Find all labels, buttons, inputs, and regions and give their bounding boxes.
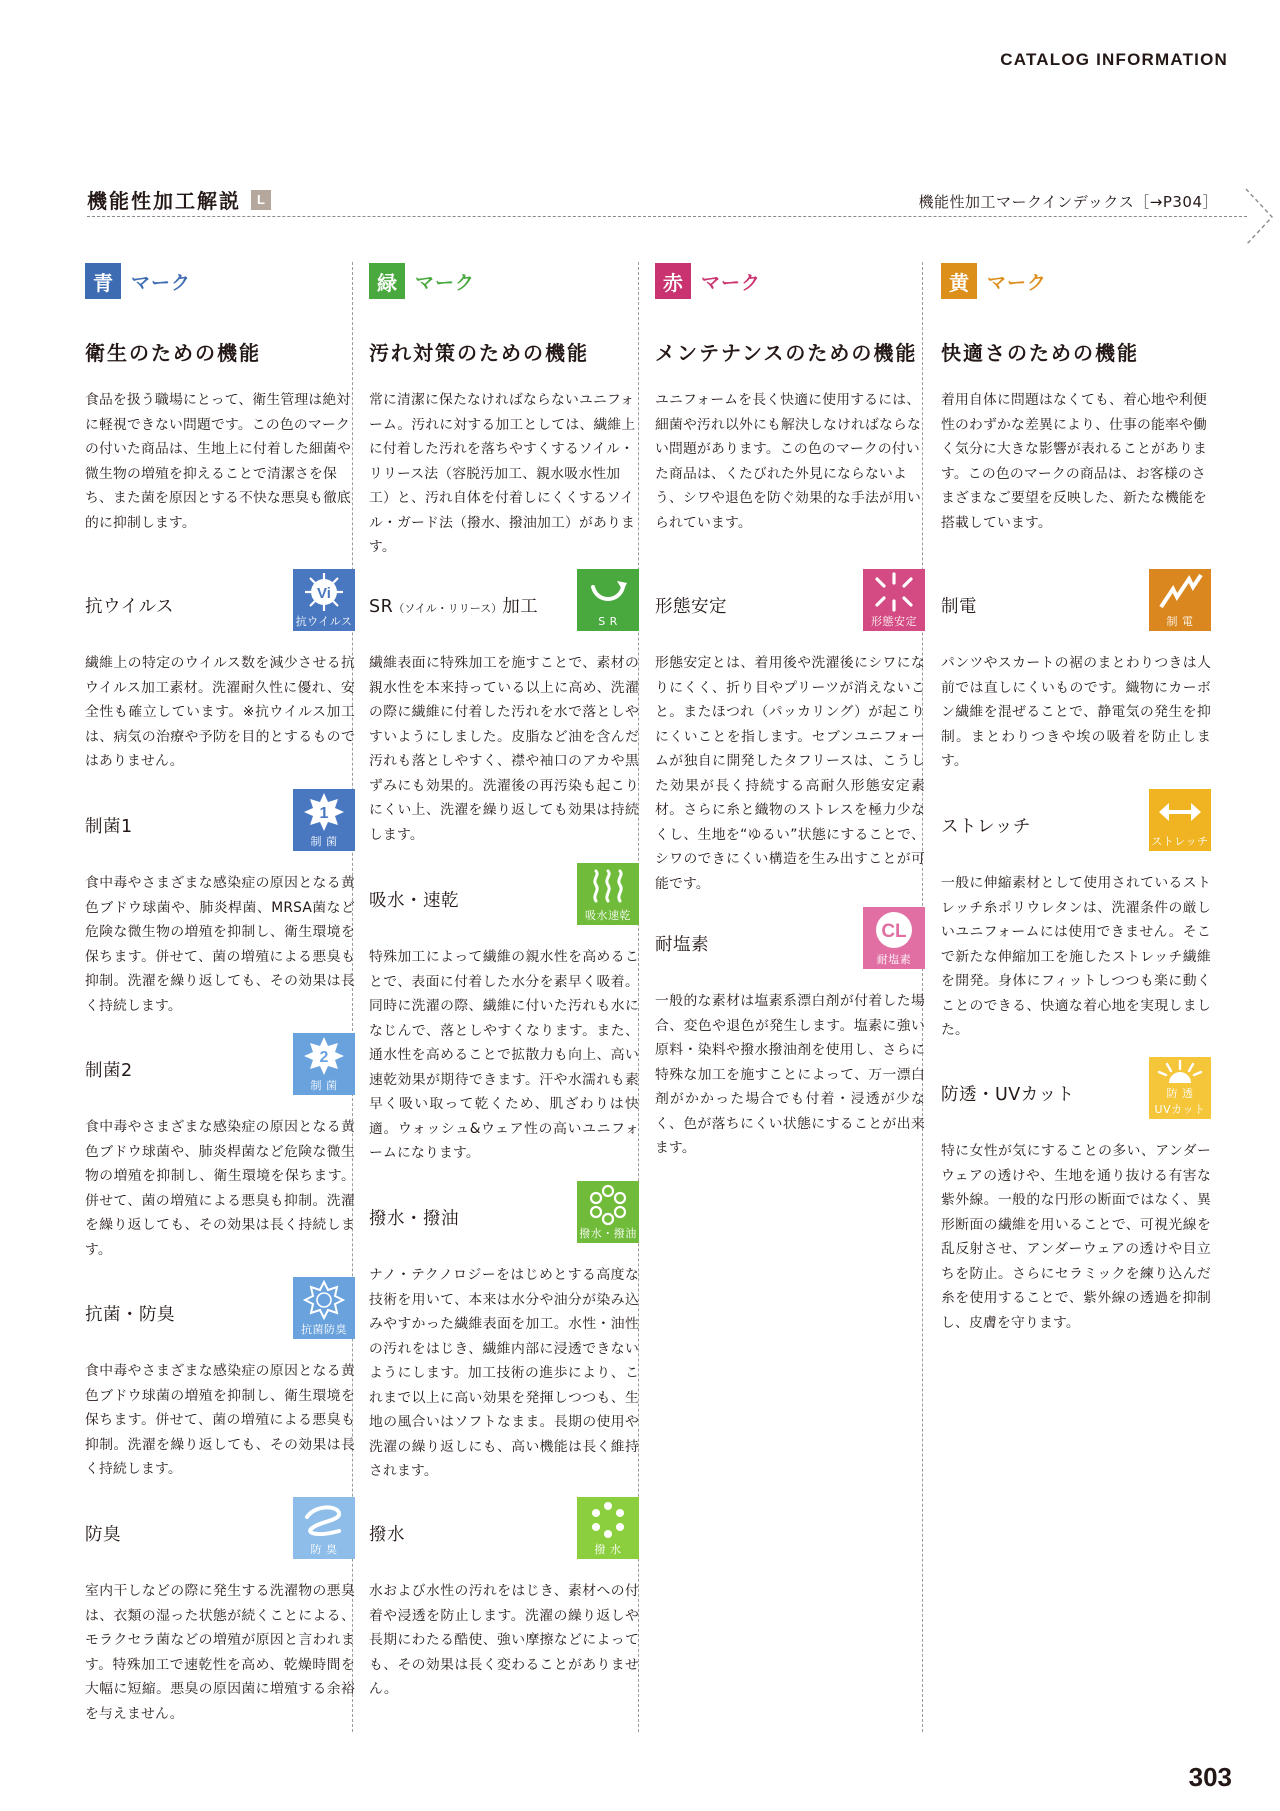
function-name: ストレッチ <box>941 817 1031 837</box>
uv-cut-icon <box>1149 1057 1211 1119</box>
function-description: 室内干しなどの際に発生する洗濯物の悪臭は、衣類の湿った状態が続くことによる、モラクセラ菌などの増殖が原因と言われます。特殊加工で速乾性を高め、乾燥時間を大幅に短縮。悪臭の原因菌に増殖する余裕を与えません。 <box>85 1583 355 1722</box>
function-description: 食中毒やさまざまな感染症の原因となる黄色ブドウ球菌の増殖を抑制し、衛生環境を保ちます。併せて、菌の増殖による悪臭も抑制。洗濯を繰り返しても、その効果は長く持続します。 <box>85 1363 355 1477</box>
icon-label: 制 菌 <box>310 1079 338 1092</box>
function-name: 制菌1 <box>85 817 133 837</box>
header-divider <box>87 216 1247 217</box>
chlorine-resistant-icon <box>863 907 925 969</box>
function-item <box>369 863 639 1166</box>
section-title <box>87 185 271 214</box>
antibacterial-1-icon <box>293 789 355 851</box>
function-name-sub: （ソイル・リリース） <box>393 602 503 615</box>
function-description: 水および水性の汚れをはじき、素材への付着や浸透を防止します。洗濯の繰り返しや長期にわたる酷使、強い摩擦などによっても、その効果は長く変わることがありません。 <box>369 1583 639 1697</box>
function-description: 繊維上の特定のウイルス数を減少させる抗ウイルス加工素材。洗濯耐久性に優れ、安全性も確立しています。※抗ウイルス加工は、病気の治療や予防を目的とするものではありません。 <box>85 655 355 769</box>
function-item <box>369 569 639 847</box>
column-intro: 食品を扱う職場にとって、衛生管理は絶対に軽視できない問題です。この色のマークの付いた商品は、生地上に付着した細菌や微生物の増殖を抑えることで清潔さを保ち、また菌を原因とする不快な悪臭も徹底的に抑制します。 <box>85 392 351 531</box>
mark-header <box>655 263 925 299</box>
icon-label: ストレッチ <box>1151 835 1209 848</box>
svg-text:2: 2 <box>319 1049 329 1066</box>
function-description: パンツやスカートの裾のまとわりつきは人前では直しにくいものです。織物にカーボン繊維を混ぜることで、静電気の発生を抑制。まとわりつきや埃の吸着を防止します。 <box>941 655 1211 769</box>
chevron-right-icon <box>1244 187 1274 247</box>
function-item <box>369 1497 639 1702</box>
function-item <box>941 1057 1211 1335</box>
function-name: 抗菌・防臭 <box>85 1305 175 1325</box>
function-description: 特に女性が気にすることの多い、アンダーウェアの透けや、生地を通り抜ける有害な紫外線。一般的な円形の断面ではなく、異形断面の繊維を用いることで、可視光線を乱反射させ、アンダーウェアの透けや目立ちを防止。さらにセラミックを練り込んだ糸を使用することで、紫外線の透過を抑制し、皮膚を守ります。 <box>941 1143 1211 1331</box>
mark-header <box>369 263 639 299</box>
water-repellent-icon <box>577 1497 639 1559</box>
icon-label: 制 菌 <box>310 835 338 848</box>
icon-label: 制 電 <box>1166 615 1194 628</box>
column-intro: 常に清潔に保たなければならないユニフォーム。汚れに対する加工としては、繊維上に付着した汚れを落ちやすくするソイル・リリース法（容脱汚加工、親水吸水性加工）と、汚れ自体を付着しにくくするソイル・ガード法（撥水、撥油加工）があります。 <box>369 392 636 555</box>
function-item <box>85 1497 355 1726</box>
icon-label: 防 臭 <box>310 1543 338 1556</box>
function-description: 形態安定とは、着用後や洗濯後にシワになりにくく、折り目やプリーツが消えないこと。またほつれ（パッカリング）が起こりにくいことを指します。セブンユニフォームが独自に開発したタフリースは、こうした効果が長く持続する高耐久形態安定素材。さらに糸と織物のストレスを極力少なくし、生地を“ゆるい”状態にすることで、シワのできにくい構造を生み出すことが可能です。 <box>655 655 925 892</box>
function-item <box>655 907 925 1161</box>
water-oil-repellent-icon <box>577 1181 639 1243</box>
mark-label: マーク <box>415 271 476 294</box>
column-blue-mark <box>85 263 355 1722</box>
column-title: メンテナンスのための機能 <box>655 341 918 365</box>
function-name: 防臭 <box>85 1525 121 1545</box>
icon-label: 形態安定 <box>871 615 917 628</box>
icon-label: S R <box>598 615 618 628</box>
function-description: 食中毒やさまざまな感染症の原因となる黄色ブドウ球菌や、肺炎桿菌、MRSA菌など危険な微生物の増殖を抑制し、衛生環境を保ちます。併せて、菌の増殖による悪臭も抑制。洗濯を繰り返しても、その効果は長く持続します。 <box>85 875 355 1014</box>
absorbent-quick-dry-icon <box>577 863 639 925</box>
soil-release-icon <box>577 569 639 631</box>
shape-stability-icon <box>863 569 925 631</box>
color-chip-green: 緑 <box>369 263 405 299</box>
deodorant-icon <box>293 1497 355 1559</box>
column-title: 汚れ対策のための機能 <box>369 341 589 365</box>
function-item <box>655 569 925 896</box>
mark-label: マーク <box>701 271 762 294</box>
column-intro: 着用自体に問題はなくても、着心地や利便性のわずかな差異により、仕事の能率や働く気分に大きな影響が表れることがあります。この色のマークの商品は、お客様のさまざまなご要望を反映した、新たな機能を搭載しています。 <box>941 392 1207 531</box>
function-name: 制電 <box>941 597 977 617</box>
icon-label: 吸水速乾 <box>585 909 631 922</box>
function-description: 繊維表面に特殊加工を施すことで、素材の親水性を本来持っている以上に高め、洗濯の際に繊維に付着した汚れを水で落としやすいようにしました。皮脂など油を含んだ汚れも落としやすく、襟や袖口のアカや黒ずみにも効果的。洗濯後の再汚染も起こりにくい上、洗濯を繰り返しても効果は持続します。 <box>369 655 639 843</box>
function-name: 制菌2 <box>85 1061 133 1081</box>
chlorine-icon-letters: CL <box>881 921 907 942</box>
mark-label: マーク <box>131 271 192 294</box>
icon-label: 抗菌防臭 <box>301 1323 347 1336</box>
function-item <box>369 1181 639 1484</box>
antibacterial-deodorant-icon <box>293 1277 355 1339</box>
section-title-text: 機能性加工解説 <box>87 189 241 213</box>
mark-header <box>85 263 355 299</box>
catalog-information-label: CATALOG INFORMATION <box>1000 50 1228 69</box>
virus-vi-icon <box>293 569 355 631</box>
function-name: 撥水・撥油 <box>369 1209 459 1229</box>
function-name-tail: 加工 <box>502 597 539 617</box>
stretch-icon <box>1149 789 1211 851</box>
function-name: 防透・UVカット <box>941 1085 1075 1105</box>
color-chip-yellow: 黄 <box>941 263 977 299</box>
antistatic-icon <box>1149 569 1211 631</box>
size-badge: L <box>251 190 271 210</box>
column-title: 衛生のための機能 <box>85 341 261 365</box>
icon-label: 耐塩素 <box>876 953 912 966</box>
function-item <box>941 569 1211 774</box>
function-description: 食中毒やさまざまな感染症の原因となる黄色ブドウ球菌や、肺炎桿菌など危険な微生物の増殖を抑制し、衛生環境を保ちます。併せて、菌の増殖による悪臭も抑制。洗濯を繰り返しても、その効果は長く持続します。 <box>85 1119 355 1258</box>
column-yellow-mark <box>941 263 1211 1331</box>
mark-label: マーク <box>987 271 1048 294</box>
svg-text:Vi: Vi <box>317 585 331 602</box>
antibacterial-2-icon <box>293 1033 355 1095</box>
icon-label-uv: UVカット <box>1154 1103 1206 1116</box>
function-name-main: SR <box>369 597 394 617</box>
function-item <box>85 789 355 1018</box>
function-item <box>85 1277 355 1482</box>
column-red-mark <box>655 263 925 1156</box>
column-title: 快適さのための機能 <box>941 341 1139 365</box>
function-description: 一般的な素材は塩素系漂白剤が付着した場合、変色や退色が発生します。塩素に強い原料・染料や撥水撥油剤を使用し、さらに特殊な加工を施すことによって、万一漂白剤がかかった場合でも付着・浸透が少なく、色が落ちにくい状態にすることが出来ます。 <box>655 993 925 1156</box>
icon-label: 防 透 <box>1166 1087 1194 1100</box>
page-number: 303 <box>1188 1762 1232 1792</box>
column-intro: ユニフォームを長く快適に使用するには、細菌や汚れ以外にも解決しなければならない問題があります。この色のマークの付いた商品は、くたびれた外見にならないよう、シワや退色を防ぐ効果的な手法が用いられています。 <box>655 392 921 531</box>
color-chip-red: 赤 <box>655 263 691 299</box>
function-item <box>85 569 355 774</box>
function-item <box>85 1033 355 1262</box>
function-description: 特殊加工によって繊維の親水性を高めることで、表面に付着した水分を素早く吸着。同時に洗濯の際、繊維に付いた汚れも水になじんで、落としやすくなります。また、通水性を高めることで拡散力も向上、高い速乾効果が期待できます。汗や水濡れも素早く吸い取って乾くため、肌ざわりは快適。ウォッシュ&ウェア性の高いユニフォームになります。 <box>369 949 639 1161</box>
icon-label: 撥 水 <box>594 1543 622 1556</box>
function-description: ナノ・テクノロジーをはじめとする高度な技術を用いて、本来は水分や油分が染み込みやすかった繊維表面を加工。水性・油性の汚れをはじき、繊維内部に浸透できないようにします。加工技術の進歩により、これまで以上に高い効果を発揮しつつも、生地の風合いはソフトなまま。長期の使用や洗濯の繰り返しにも、高い機能は長く維持されます。 <box>369 1267 639 1479</box>
icon-label: 撥水・撥油 <box>579 1227 637 1240</box>
function-name: 耐塩素 <box>655 935 709 955</box>
color-chip-blue: 青 <box>85 263 121 299</box>
column-green-mark <box>369 263 639 1697</box>
icon-label: 抗ウイルス <box>295 615 353 628</box>
function-name: 形態安定 <box>655 597 727 617</box>
svg-text:1: 1 <box>319 805 329 822</box>
function-name: 抗ウイルス <box>85 597 174 617</box>
function-name <box>369 593 538 618</box>
function-name: 撥水 <box>369 1525 405 1545</box>
function-name: 吸水・速乾 <box>369 891 459 911</box>
function-item <box>941 789 1211 1043</box>
mark-index-link[interactable]: 機能性加工マークインデックス［→P304］ <box>918 193 1218 211</box>
function-description: 一般に伸縮素材として使用されているストレッチ糸ポリウレタンは、洗濯条件の厳しいユニフォームには使用できません。そこで新たな伸縮加工を施したストレッチ繊維を開発。身体にフィットしつつも楽に動くことのできる、快適な着心地を実現しました。 <box>941 875 1211 1038</box>
mark-header <box>941 263 1211 299</box>
